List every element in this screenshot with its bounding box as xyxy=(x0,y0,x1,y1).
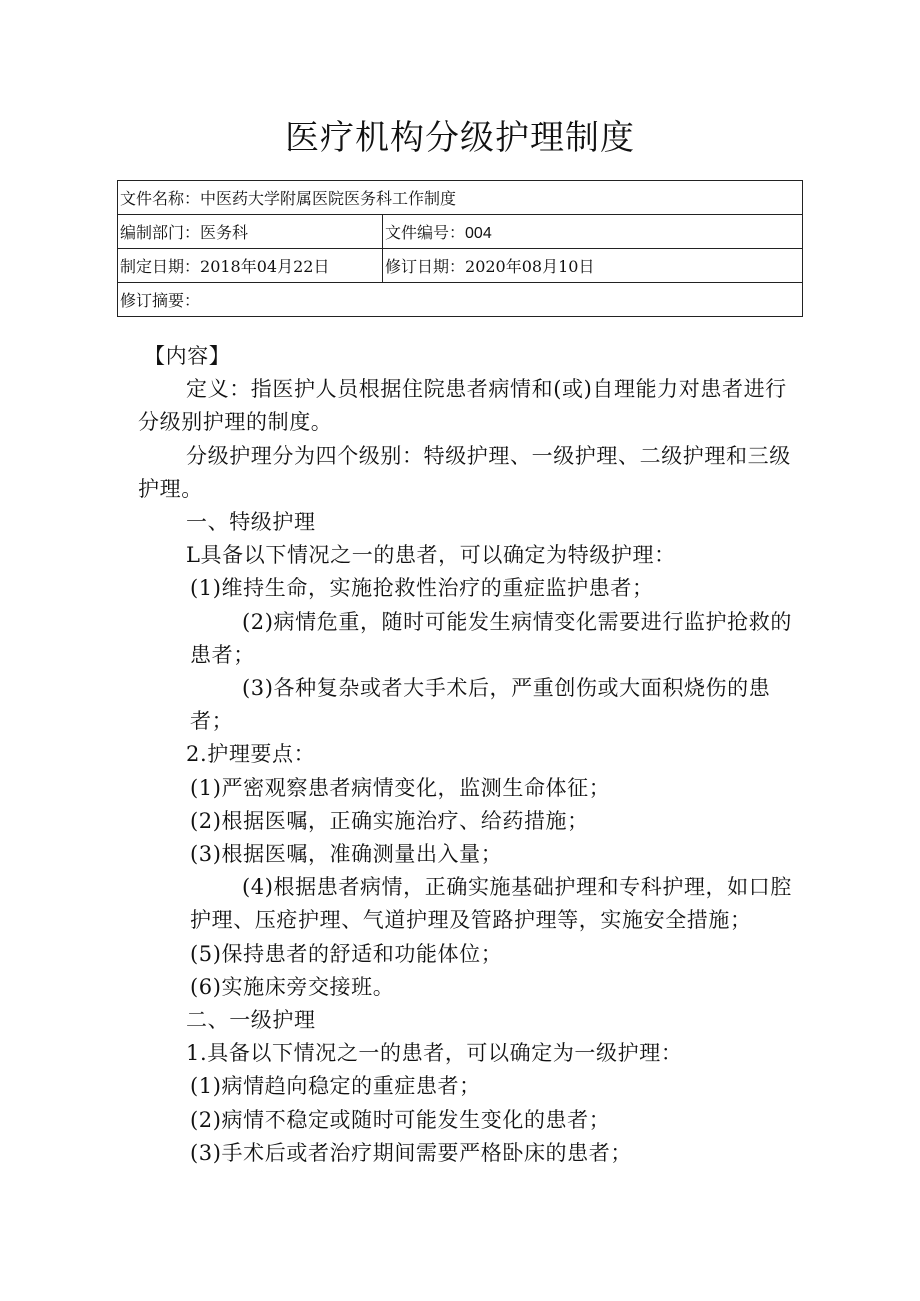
dept-cell xyxy=(118,215,383,249)
revise-date-value: 2020年08月10日 xyxy=(465,257,595,276)
dates-row xyxy=(118,249,803,283)
made-date-value: 2018年04月22日 xyxy=(200,257,330,276)
dept-label: 编制部门： xyxy=(120,223,201,242)
section-level1-title: 二、一级护理 xyxy=(186,1008,316,1033)
revise-summary-row xyxy=(118,283,803,317)
document-title: 医疗机构分级护理制度 xyxy=(285,118,635,158)
revise-date-label: 修订日期： xyxy=(385,257,466,276)
special-point-5: (5)保持患者的舒适和功能体位； xyxy=(190,941,503,966)
file-name-cell xyxy=(118,181,803,215)
level1-criteria-2: (2)病情不稳定或随时可能发生变化的患者； xyxy=(190,1107,611,1132)
document-info-table xyxy=(117,180,803,317)
file-name-row xyxy=(118,181,803,215)
special-criteria-1: (1)维持生命，实施抢救性治疗的重症监护患者； xyxy=(190,576,654,601)
revise-summary-label: 修订摘要： xyxy=(120,291,201,310)
special-point-3: (3)根据医嘱，准确测量出入量； xyxy=(190,842,503,867)
content-heading: 【内容】 xyxy=(144,344,231,368)
dept-row xyxy=(118,215,803,249)
level1-criteria-1: (1)病情趋向稳定的重症患者； xyxy=(190,1074,481,1099)
special-point-1: (1)严密观察患者病情变化，监测生命体征； xyxy=(190,775,611,800)
file-name-label: 文件名称： xyxy=(120,189,201,208)
file-no-label: 文件编号： xyxy=(385,223,466,242)
special-point-6: (6)实施床旁交接班。 xyxy=(190,974,395,999)
file-no-value: 004 xyxy=(465,225,492,242)
revise-summary-cell xyxy=(118,283,803,317)
special-criteria-2: (2)病情危重，随时可能发生病情变化需要进行监护抢救的患者； xyxy=(190,609,792,667)
section-special-title: 一、特级护理 xyxy=(186,510,316,535)
level1-criteria-3: (3)手术后或者治疗期间需要严格卧床的患者； xyxy=(190,1140,632,1165)
revise-date-cell xyxy=(383,249,803,283)
file-name-value: 中医药大学附属医院医务科工作制度 xyxy=(200,189,457,208)
special-criteria-3: (3)各种复杂或者大手术后，严重创伤或大面积烧伤的患者； xyxy=(190,676,771,734)
levels-paragraph: 分级护理分为四个级别：特级护理、一级护理、二级护理和三级护理。 xyxy=(138,443,791,501)
definition-paragraph: 定义：指医护人员根据住院患者病情和(或)自理能力对患者进行分级别护理的制度。 xyxy=(138,377,787,435)
file-no-cell xyxy=(383,215,803,249)
special-criteria-item: L具备以下情况之一的患者，可以确定为特级护理： xyxy=(186,543,676,568)
made-date-cell xyxy=(118,249,383,283)
special-point-4: (4)根据患者病情，正确实施基础护理和专科护理，如口腔护理、压疮护理、气道护理及管路护理等，实施安全措施； xyxy=(190,875,792,933)
document-body xyxy=(138,340,808,1170)
special-point-2: (2)根据医嘱，正确实施治疗、给药措施； xyxy=(190,808,589,833)
dept-value: 医务科 xyxy=(200,223,249,242)
made-date-label: 制定日期： xyxy=(120,257,201,276)
level1-criteria-item: 1.具备以下情况之一的患者，可以确定为一级护理： xyxy=(186,1041,683,1066)
special-key-points: 2.护理要点： xyxy=(186,742,316,767)
